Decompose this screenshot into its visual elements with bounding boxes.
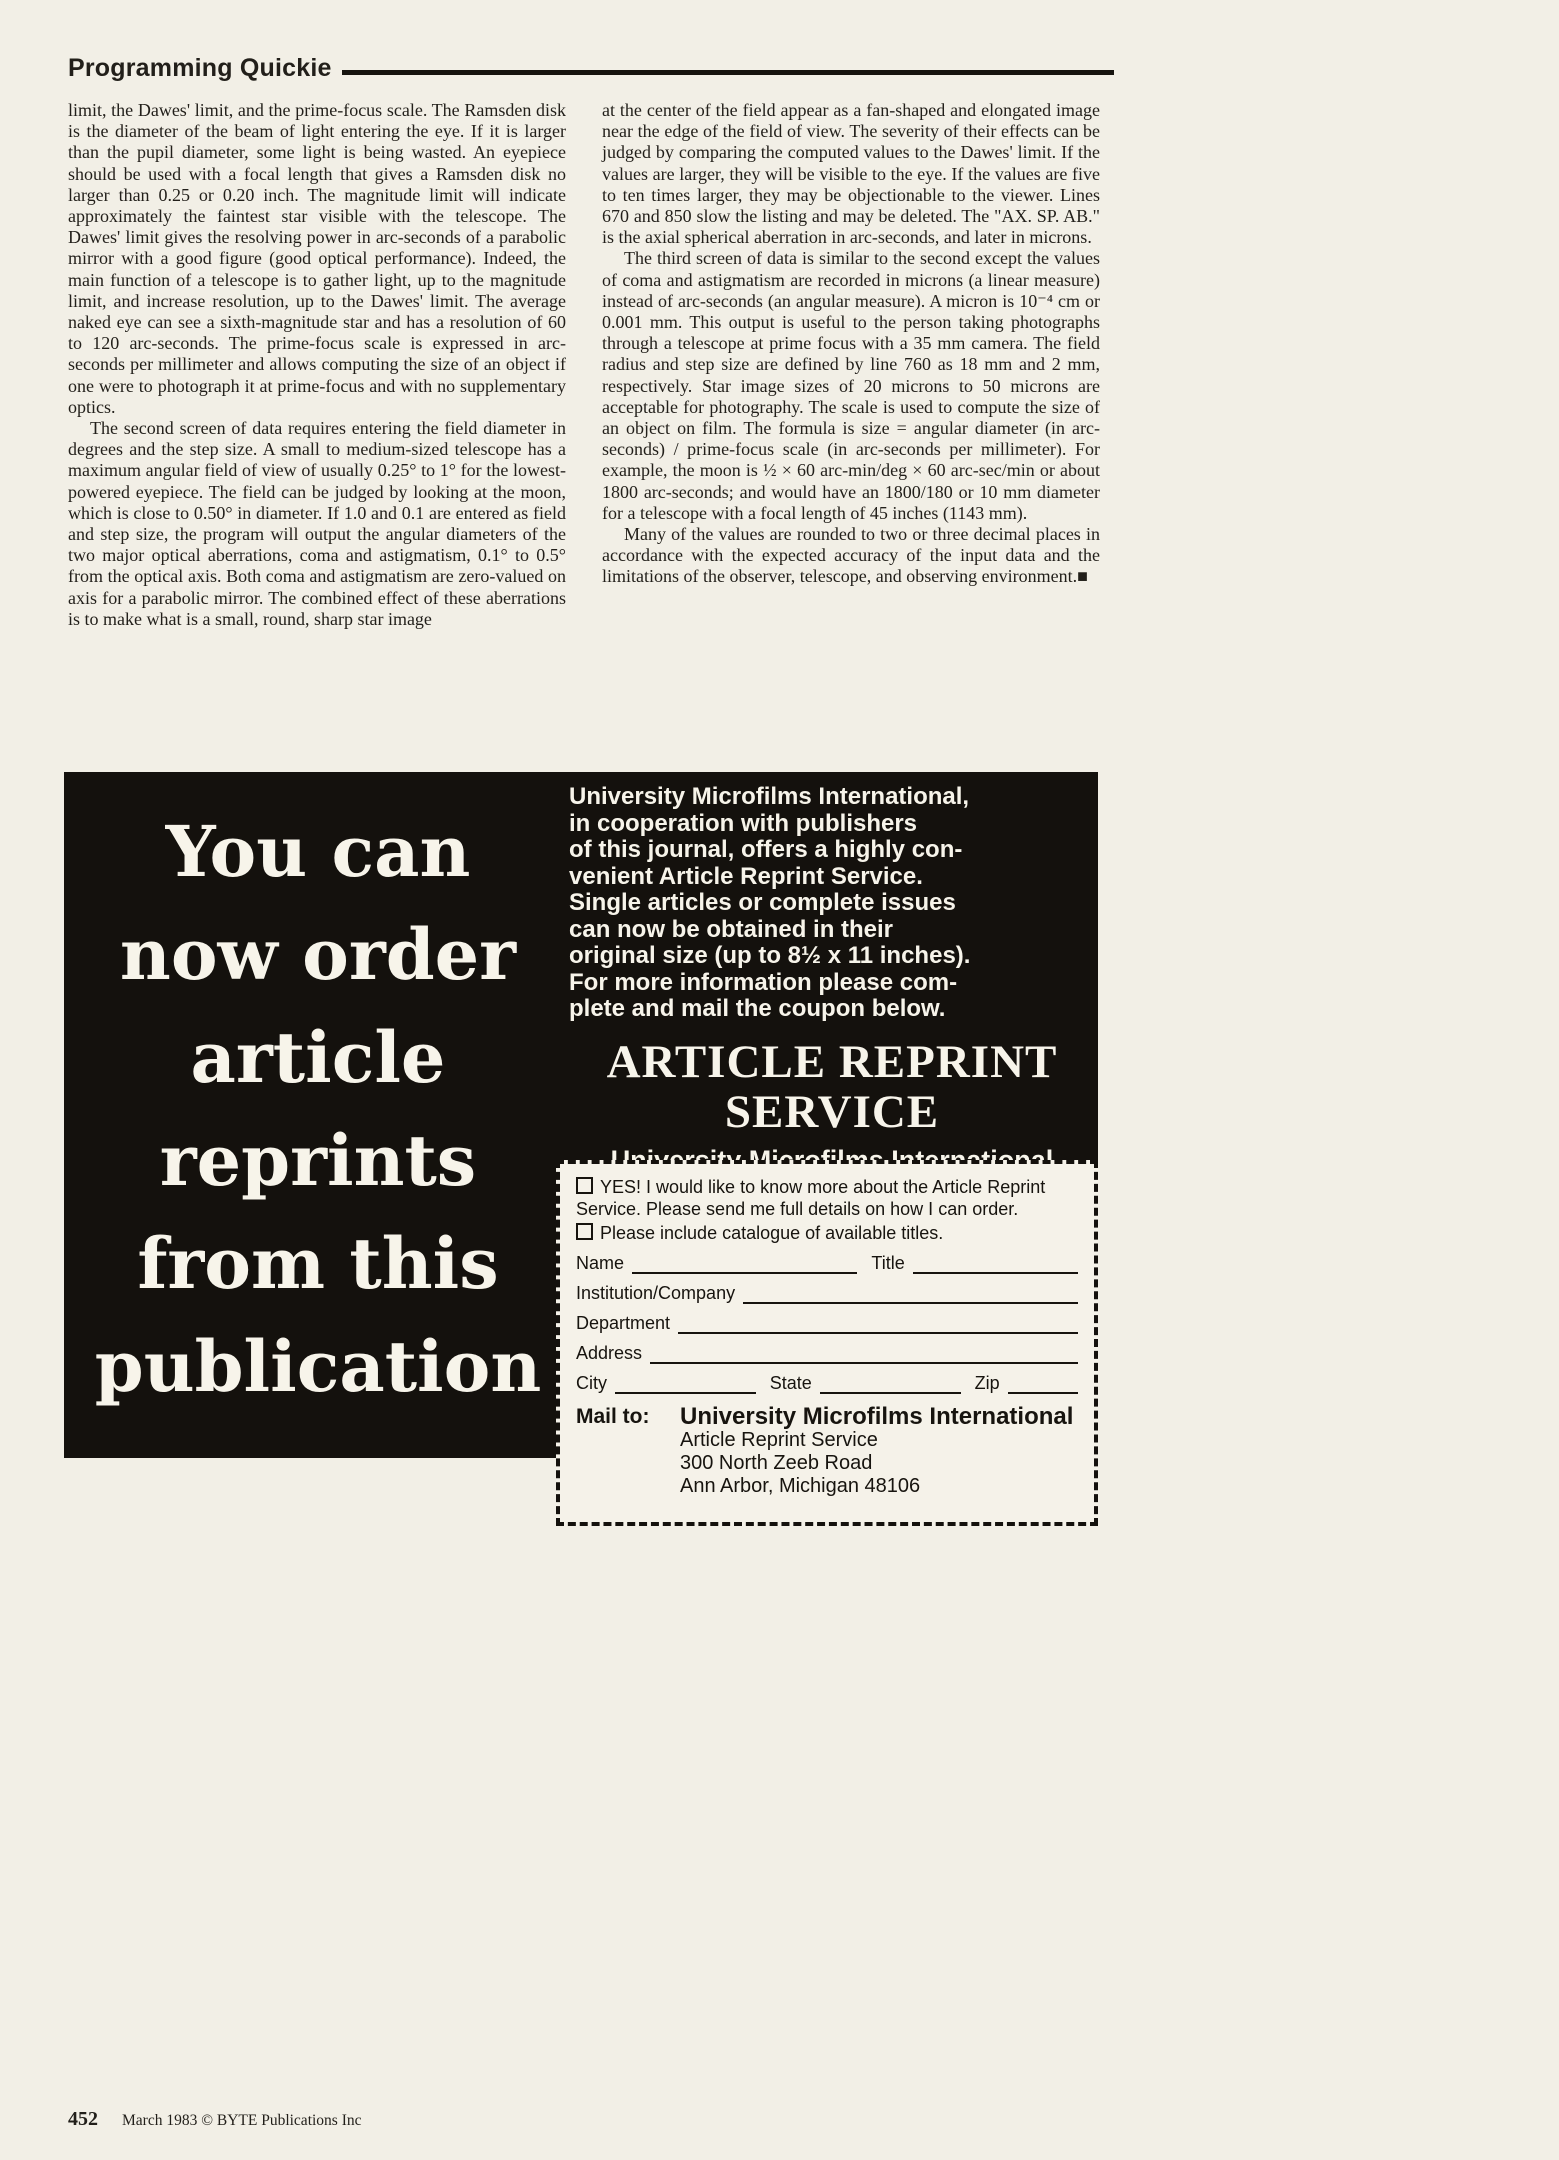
intro-line: can now be obtained in their — [569, 915, 894, 943]
coupon-yes-line — [576, 1176, 1078, 1220]
field-blank-city — [615, 1378, 756, 1394]
intro-line: University Microfilms International, — [569, 783, 970, 810]
mail-to-name: University Microfilms International — [680, 1403, 1074, 1430]
intro-line: original size (up to 8½ x 11 inches). — [569, 942, 971, 969]
form-row-city-state-zip — [576, 1373, 1078, 1394]
field-label-name: Name — [576, 1253, 625, 1273]
ad-copy — [569, 784, 1095, 1176]
reprint-ad — [64, 772, 1098, 1526]
headline-line: article — [190, 1016, 446, 1099]
intro-line: in cooperation with publishers — [569, 809, 918, 837]
page-number: 452 — [68, 2108, 98, 2130]
header-rule — [342, 70, 1114, 75]
field-blank-address — [650, 1348, 1078, 1364]
field-label-state: State — [769, 1373, 812, 1393]
coupon-catalogue-line — [576, 1222, 1078, 1244]
section-header — [68, 54, 1114, 83]
intro-line: plete and mail the coupon below. — [569, 995, 946, 1022]
mail-to-line: Article Reprint Service — [680, 1429, 878, 1451]
form-row-institution — [576, 1283, 1078, 1304]
headline-line: reprints — [159, 1119, 477, 1202]
intro-line: venient Article Reprint Service. — [569, 862, 923, 890]
headline-line: You can — [165, 810, 471, 893]
article-paragraph: limit, the Dawes' limit, and the prime-focus scale. The Ramsden disk is the diameter of the beam of light entering the eye. If it is larger than the pupil diameter, some light is being wasted. An eyepiece should be used with a focal length that gives a Ramsden disk no larger than 0.25 or 0.20 inch. The magnitude limit will indicate approximately the faintest star visible with the telescope. The Dawes' limit gives the resolving power in arc-seconds of a parabolic mirror with a good figure (good optical performance). Indeed, the main function of a telescope is to gather light, up to the magnitude limit, and increase resolution, up to the Dawes' limit. The average naked eye can see a sixth-magnitude star and has a resolution of 60 to 120 arc-seconds. The prime-focus scale is expressed in arc-seconds per millimeter and allows computing the size of an object if one were to photograph it at prime-focus and with no supplementary optics. — [68, 100, 566, 417]
form-row-address — [576, 1343, 1078, 1364]
intro-line: Single articles or complete issues — [569, 889, 956, 916]
mail-to-lines — [680, 1429, 1073, 1498]
coupon-catalogue-text: Please include catalogue of available titles. — [600, 1223, 944, 1243]
checkbox-icon — [576, 1177, 593, 1194]
mail-to-line: Ann Arbor, Michigan 48106 — [680, 1475, 921, 1497]
form-row-department — [576, 1313, 1078, 1334]
intro-line: of this journal, offers a highly con- — [569, 836, 963, 863]
reprint-coupon — [556, 1160, 1098, 1526]
field-blank-institution — [743, 1288, 1078, 1304]
checkbox-icon — [576, 1223, 593, 1240]
mail-to-label: Mail to: — [576, 1405, 650, 1428]
left-column — [68, 100, 566, 630]
headline-line: publication — [94, 1325, 542, 1408]
field-blank-title — [913, 1258, 1078, 1274]
field-blank-zip — [1008, 1378, 1078, 1394]
field-label-institution: Institution/Company — [576, 1283, 736, 1303]
intro-line: For more information please com- — [569, 968, 958, 996]
page-footer — [68, 2108, 362, 2131]
article-paragraph: The third screen of data is similar to the second except the values of coma and astigmatism are recorded in microns (a linear measure) instead of arc-seconds (an angular measure). A micron is 10⁻⁴ cm or 0.001 mm. This output is useful to the person taking photographs through a telescope at prime focus with a 35 mm camera. The field radius and step size are defined by line 760 as 18 mm and 2 mm, respectively. Star image sizes of 20 microns to 50 microns are acceptable for photography. The scale is used to compute the size of an object on film. The formula is size = angular diameter (in arc-seconds) / prime-focus scale (in arc-seconds per millimeter). For example, the moon is ½ × 60 arc-min/deg × 60 arc-sec/min or about 1800 arc-seconds; and would have an 1800/180 or 10 mm diameter for a telescope with a focal length of 45 inches (1143 mm). — [602, 248, 1100, 523]
article-paragraph: at the center of the field appear as a fan-shaped and elongated image near the edge of the field of view. The severity of their effects can be judged by comparing the computed values to the Dawes' limit. If the values are larger, they will be visible to the eye. If the values are five to ten times larger, they may be objectionable to the viewer. Lines 670 and 850 slow the listing and may be deleted. The "AX. SP. AB." is the axial spherical aberration in arc-seconds, and later in microns. — [602, 100, 1100, 248]
field-label-city: City — [576, 1373, 607, 1393]
ad-headline — [70, 800, 566, 1418]
service-title — [569, 1037, 1095, 1137]
mail-to-line: 300 North Zeeb Road — [680, 1452, 873, 1474]
article-paragraph: Many of the values are rounded to two or three decimal places in accordance with the expected accuracy of the input data and the limitations of the observer, telescope, and observing environment.■ — [602, 524, 1100, 587]
mail-to-block — [576, 1404, 1078, 1498]
headline-line: from this — [137, 1222, 499, 1305]
ad-intro — [569, 784, 1095, 1023]
form-row-name-title — [576, 1253, 1078, 1274]
headline-line: now order — [119, 913, 517, 996]
footer-credit: March 1983 © BYTE Publications Inc — [122, 2112, 362, 2129]
field-label-title: Title — [871, 1253, 905, 1273]
field-label-zip: Zip — [974, 1373, 1000, 1393]
field-label-department: Department — [576, 1313, 671, 1333]
service-title-line: ARTICLE REPRINT — [606, 1035, 1058, 1088]
article-paragraph: The second screen of data requires entering the field diameter in degrees and the step size. A small to medium-sized telescope has a maximum angular field of view of usually 0.25° to 1° for the lowest-powered eyepiece. The field can be judged by looking at the moon, which is close to 0.50° in diameter. If 1.0 and 0.1 are entered as field and step size, the program will output the angular diameters of the two major optical aberrations, coma and astigmatism, 0.1° to 0.5° from the optical axis. Both coma and astigmatism are zero-valued on axis for a parabolic mirror. The combined effect of these aberrations is to make what is a small, round, sharp star image — [68, 418, 566, 629]
field-blank-state — [820, 1378, 961, 1394]
section-title: Programming Quickie — [68, 54, 332, 82]
article-columns — [68, 100, 1100, 630]
mail-to-address — [680, 1404, 1073, 1498]
field-blank-name — [632, 1258, 857, 1274]
service-title-line: SERVICE — [724, 1085, 940, 1138]
coupon-yes-text: YES! I would like to know more about the Article Reprint Service. Please send me full details on how I can order. — [576, 1177, 1046, 1219]
right-column — [602, 100, 1100, 630]
field-blank-department — [678, 1318, 1078, 1334]
field-label-address: Address — [576, 1343, 643, 1363]
